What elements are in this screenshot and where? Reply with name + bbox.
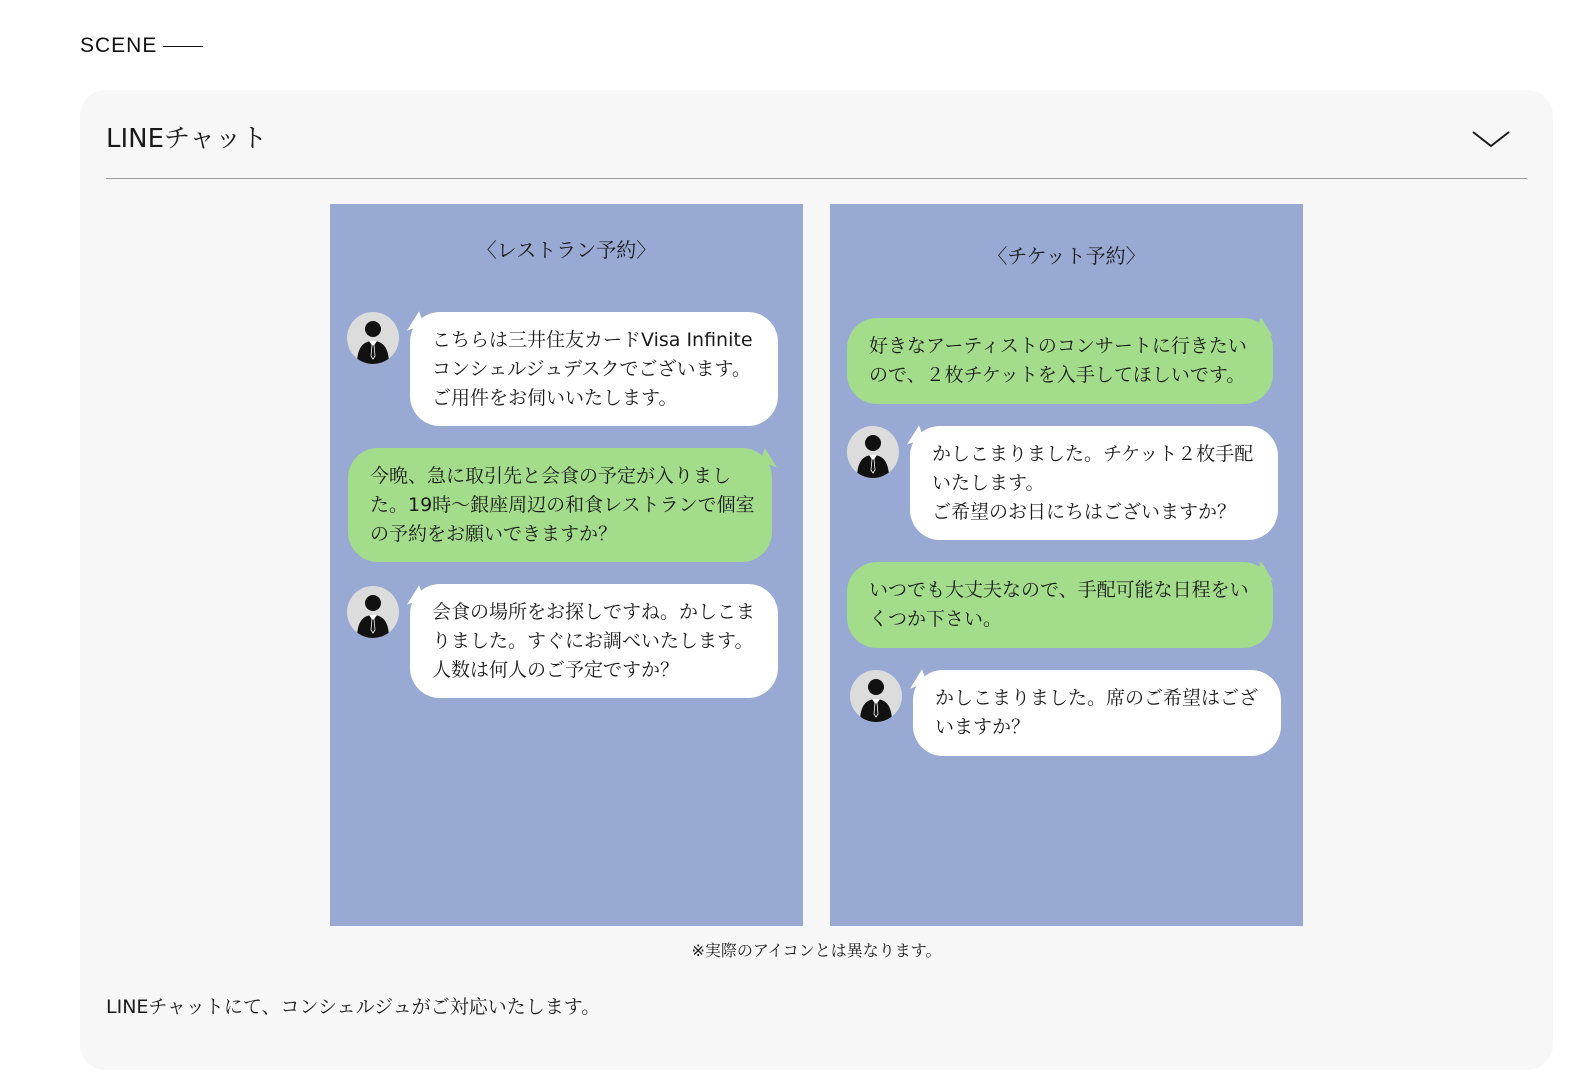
concierge-message [910, 426, 1278, 540]
concierge-avatar-icon [847, 426, 899, 478]
accordion-title: LINEチャット [106, 124, 268, 154]
message-line: 好きなアーティストのコンサートに行きたい [869, 335, 1247, 357]
section-label-text: SCENE [80, 34, 158, 57]
scene-caption: LINEチャットにて、コンシェルジュがご対応いたします。 [106, 996, 601, 1018]
concierge-message [410, 584, 778, 698]
concierge-avatar-icon [850, 670, 902, 722]
section-label [80, 34, 203, 58]
user-message [847, 318, 1273, 404]
message-line: いつでも大丈夫なので、手配可能な日程をい [869, 579, 1249, 601]
chat-panel-title: 〈レストラン予約〉 [476, 238, 657, 262]
message-line: ので、２枚チケットを入手してほしいです。 [869, 364, 1246, 386]
message-line: コンシェルジュデスクでございます。 [432, 358, 752, 380]
message-line: こちらは三井住友カードVisa Infinite [432, 329, 753, 351]
chat-panel-title: 〈チケット予約〉 [987, 244, 1146, 268]
concierge-avatar-icon [347, 586, 399, 638]
message-line: 今晩、急に取引先と会食の予定が入りまし [370, 465, 732, 487]
chevron-down-icon[interactable] [1471, 128, 1511, 152]
concierge-avatar-icon [347, 312, 399, 364]
message-line: の予約をお願いできますか？ [370, 523, 618, 545]
message-line: た。19時～銀座周辺の和食レストランで個室 [370, 494, 755, 516]
message-line: ご希望のお日にちはございますか？ [932, 501, 1237, 523]
chat-panel-restaurant [330, 204, 803, 926]
message-line: くつか下さい。 [869, 608, 1003, 630]
user-message [348, 448, 772, 562]
accordion-header[interactable] [106, 90, 1527, 179]
message-line: 人数は何人のご予定ですか？ [432, 659, 680, 681]
user-message [847, 562, 1273, 648]
icon-disclaimer-note: ※実際のアイコンとは異なります。 [691, 941, 942, 960]
concierge-message [913, 670, 1281, 756]
message-line: かしこまりました。席のご希望はござ [935, 687, 1259, 709]
message-line: ご用件をお伺いいたします。 [432, 387, 678, 409]
message-line: かしこまりました。チケット２枚手配 [932, 443, 1254, 465]
section-label-rule [163, 46, 203, 47]
concierge-message [410, 312, 778, 426]
message-line: いますか？ [935, 716, 1031, 738]
message-line: 会食の場所をお探しですね。かしこま [432, 601, 756, 623]
message-line: りました。すぐにお調べいたします。 [432, 630, 754, 652]
accordion-card [80, 90, 1553, 1070]
message-line: いたします。 [932, 472, 1045, 494]
chat-panel-ticket [830, 204, 1303, 926]
